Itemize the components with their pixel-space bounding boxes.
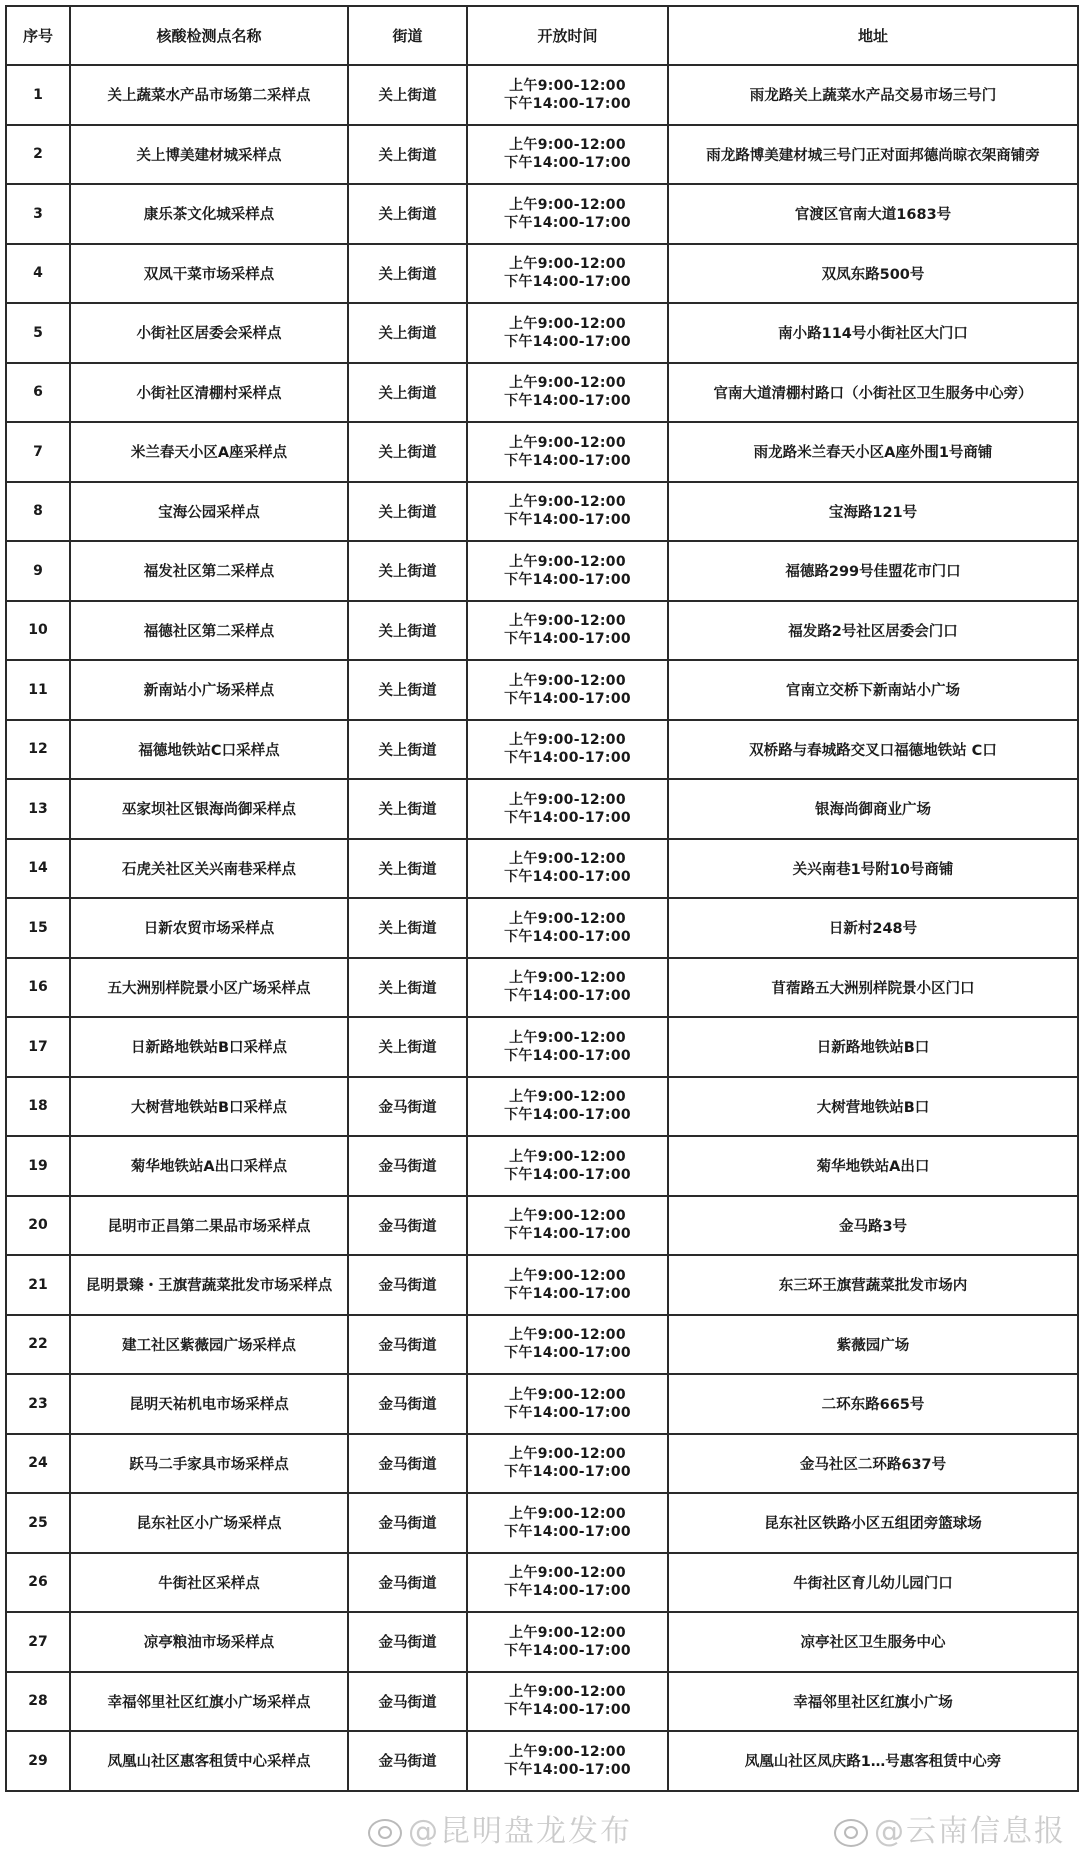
testing-sites-table [5,5,1079,1792]
open-hours [467,65,668,125]
site-name: 宝海公园采样点 [70,482,348,542]
open-hours [467,1315,668,1375]
hours-morning: 上午9:00-12:00 [509,1743,626,1760]
hours-morning: 上午9:00-12:00 [509,1505,626,1522]
site-name: 昆明市正昌第二果品市场采样点 [70,1196,348,1256]
site-address: 双凤东路500号 [668,244,1078,304]
site-name: 新南站小广场采样点 [70,660,348,720]
hours-afternoon: 下午14:00-17:00 [504,809,631,826]
watermark-yunnan-info: @云南信息报 [834,1806,1066,1850]
open-hours [467,363,668,423]
site-name: 菊华地铁站A出口采样点 [70,1136,348,1196]
row-index: 10 [6,601,70,661]
hours-morning: 上午9:00-12:00 [509,1148,626,1165]
open-hours [467,1612,668,1672]
site-name: 日新农贸市场采样点 [70,898,348,958]
table-row [6,1672,1078,1732]
hours-afternoon: 下午14:00-17:00 [504,988,631,1005]
site-address: 凉亭社区卫生服务中心 [668,1612,1078,1672]
table-row [6,1493,1078,1553]
table-row [6,1255,1078,1315]
row-index: 3 [6,184,70,244]
hours-afternoon: 下午14:00-17:00 [504,571,631,588]
street-name: 关上街道 [348,482,467,542]
table-row [6,660,1078,720]
street-name: 关上街道 [348,363,467,423]
site-address: 银海尚御商业广场 [668,779,1078,839]
hours-afternoon: 下午14:00-17:00 [504,690,631,707]
hours-morning: 上午9:00-12:00 [509,791,626,808]
street-name: 关上街道 [348,65,467,125]
row-index: 13 [6,779,70,839]
header-street: 街道 [348,6,467,65]
row-index: 27 [6,1612,70,1672]
street-name: 关上街道 [348,1017,467,1077]
table-row [6,184,1078,244]
street-name: 金马街道 [348,1553,467,1613]
hours-morning: 上午9:00-12:00 [509,434,626,451]
site-address: 雨龙路博美建材城三号门正对面邦德尚晾衣架商铺旁 [668,125,1078,185]
header-site-name: 核酸检测点名称 [70,6,348,65]
header-address: 地址 [668,6,1078,65]
table-row [6,720,1078,780]
hours-afternoon: 下午14:00-17:00 [504,1226,631,1243]
site-address: 官南立交桥下新南站小广场 [668,660,1078,720]
open-hours [467,184,668,244]
hours-morning: 上午9:00-12:00 [509,553,626,570]
hours-morning: 上午9:00-12:00 [509,1089,626,1106]
site-name: 小街社区清棚村采样点 [70,363,348,423]
street-name: 关上街道 [348,541,467,601]
hours-afternoon: 下午14:00-17:00 [504,869,631,886]
table-row [6,958,1078,1018]
open-hours [467,1255,668,1315]
street-name: 关上街道 [348,422,467,482]
hours-morning: 上午9:00-12:00 [509,1327,626,1344]
site-name: 幸福邻里社区红旗小广场采样点 [70,1672,348,1732]
hours-afternoon: 下午14:00-17:00 [504,1464,631,1481]
hours-afternoon: 下午14:00-17:00 [504,928,631,945]
hours-afternoon: 下午14:00-17:00 [504,631,631,648]
hours-afternoon: 下午14:00-17:00 [504,1523,631,1540]
site-address: 幸福邻里社区红旗小广场 [668,1672,1078,1732]
table-row [6,1374,1078,1434]
site-address: 雨龙路关上蔬菜水产品交易市场三号门 [668,65,1078,125]
site-name: 凤凰山社区惠客租赁中心采样点 [70,1731,348,1791]
street-name: 关上街道 [348,720,467,780]
row-index: 28 [6,1672,70,1732]
hours-afternoon: 下午14:00-17:00 [504,1404,631,1421]
site-name: 凉亭粮油市场采样点 [70,1612,348,1672]
site-address: 关兴南巷1号附10号商铺 [668,839,1078,899]
site-name: 米兰春天小区A座采样点 [70,422,348,482]
hours-afternoon: 下午14:00-17:00 [504,1345,631,1362]
site-address: 菊华地铁站A出口 [668,1136,1078,1196]
open-hours [467,1672,668,1732]
hours-afternoon: 下午14:00-17:00 [504,512,631,529]
row-index: 9 [6,541,70,601]
hours-morning: 上午9:00-12:00 [509,672,626,689]
row-index: 14 [6,839,70,899]
table-row [6,839,1078,899]
street-name: 关上街道 [348,660,467,720]
open-hours [467,244,668,304]
hours-afternoon: 下午14:00-17:00 [504,1642,631,1659]
hours-morning: 上午9:00-12:00 [509,732,626,749]
street-name: 金马街道 [348,1612,467,1672]
street-name: 金马街道 [348,1255,467,1315]
open-hours [467,898,668,958]
watermark-panlong: @昆明盘龙发布 [368,1806,632,1850]
site-name: 大树营地铁站B口采样点 [70,1077,348,1137]
table-row [6,125,1078,185]
table-row [6,1136,1078,1196]
hours-morning: 上午9:00-12:00 [509,256,626,273]
row-index: 8 [6,482,70,542]
hours-morning: 上午9:00-12:00 [509,494,626,511]
hours-morning: 上午9:00-12:00 [509,137,626,154]
site-name: 福德社区第二采样点 [70,601,348,661]
street-name: 金马街道 [348,1434,467,1494]
site-name: 关上蔬菜水产品市场第二采样点 [70,65,348,125]
open-hours [467,303,668,363]
site-address: 东三环王旗营蔬菜批发市场内 [668,1255,1078,1315]
site-name: 福发社区第二采样点 [70,541,348,601]
site-address: 宝海路121号 [668,482,1078,542]
hours-morning: 上午9:00-12:00 [509,77,626,94]
site-name: 小街社区居委会采样点 [70,303,348,363]
weibo-icon [834,1819,868,1847]
row-index: 2 [6,125,70,185]
row-index: 25 [6,1493,70,1553]
row-index: 4 [6,244,70,304]
hours-afternoon: 下午14:00-17:00 [504,214,631,231]
hours-morning: 上午9:00-12:00 [509,613,626,630]
table-row [6,482,1078,542]
site-name: 日新路地铁站B口采样点 [70,1017,348,1077]
hours-afternoon: 下午14:00-17:00 [504,1583,631,1600]
hours-afternoon: 下午14:00-17:00 [504,393,631,410]
street-name: 关上街道 [348,958,467,1018]
hours-morning: 上午9:00-12:00 [509,1624,626,1641]
hours-afternoon: 下午14:00-17:00 [504,95,631,112]
street-name: 关上街道 [348,184,467,244]
hours-morning: 上午9:00-12:00 [509,1684,626,1701]
site-address: 二环东路665号 [668,1374,1078,1434]
row-index: 23 [6,1374,70,1434]
table-row [6,1017,1078,1077]
hours-afternoon: 下午14:00-17:00 [504,1702,631,1719]
site-name: 昆东社区小广场采样点 [70,1493,348,1553]
table-row [6,601,1078,661]
site-address: 日新路地铁站B口 [668,1017,1078,1077]
open-hours [467,1017,668,1077]
header-index: 序号 [6,6,70,65]
row-index: 5 [6,303,70,363]
open-hours [467,125,668,185]
site-address: 双桥路与春城路交叉口福德地铁站 C口 [668,720,1078,780]
table-row [6,898,1078,958]
table-row [6,779,1078,839]
table-row [6,1553,1078,1613]
hours-morning: 上午9:00-12:00 [509,970,626,987]
hours-morning: 上午9:00-12:00 [509,196,626,213]
row-index: 7 [6,422,70,482]
hours-afternoon: 下午14:00-17:00 [504,333,631,350]
street-name: 关上街道 [348,601,467,661]
site-address: 大树营地铁站B口 [668,1077,1078,1137]
row-index: 26 [6,1553,70,1613]
site-address: 苜蓿路五大洲别样院景小区门口 [668,958,1078,1018]
open-hours [467,1136,668,1196]
open-hours [467,1196,668,1256]
row-index: 1 [6,65,70,125]
site-address: 福德路299号佳盟花市门口 [668,541,1078,601]
site-name: 牛街社区采样点 [70,1553,348,1613]
open-hours [467,1493,668,1553]
table-body [6,65,1078,1791]
table-row [6,1731,1078,1791]
site-address: 牛街社区育儿幼儿园门口 [668,1553,1078,1613]
site-address: 金马社区二环路637号 [668,1434,1078,1494]
street-name: 关上街道 [348,839,467,899]
street-name: 关上街道 [348,779,467,839]
table-row [6,1196,1078,1256]
hours-afternoon: 下午14:00-17:00 [504,452,631,469]
hours-afternoon: 下午14:00-17:00 [504,1761,631,1778]
site-name: 石虎关社区关兴南巷采样点 [70,839,348,899]
open-hours [467,1077,668,1137]
hours-morning: 上午9:00-12:00 [509,910,626,927]
hours-afternoon: 下午14:00-17:00 [504,1047,631,1064]
hours-afternoon: 下午14:00-17:00 [504,1285,631,1302]
site-name: 巫家坝社区银海尚御采样点 [70,779,348,839]
hours-morning: 上午9:00-12:00 [509,1565,626,1582]
row-index: 29 [6,1731,70,1791]
open-hours [467,482,668,542]
street-name: 金马街道 [348,1731,467,1791]
open-hours [467,1434,668,1494]
row-index: 16 [6,958,70,1018]
row-index: 12 [6,720,70,780]
hours-afternoon: 下午14:00-17:00 [504,750,631,767]
row-index: 21 [6,1255,70,1315]
row-index: 19 [6,1136,70,1196]
testing-sites-sheet [5,5,1077,1792]
street-name: 关上街道 [348,303,467,363]
site-name: 昆明景臻・王旗营蔬菜批发市场采样点 [70,1255,348,1315]
hours-afternoon: 下午14:00-17:00 [504,1166,631,1183]
site-address: 官南大道清棚村路口（小街社区卫生服务中心旁） [668,363,1078,423]
row-index: 17 [6,1017,70,1077]
site-name: 福德地铁站C口采样点 [70,720,348,780]
hours-morning: 上午9:00-12:00 [509,1267,626,1284]
site-address: 福发路2号社区居委会门口 [668,601,1078,661]
table-row [6,303,1078,363]
street-name: 金马街道 [348,1374,467,1434]
site-address: 雨龙路米兰春天小区A座外围1号商铺 [668,422,1078,482]
open-hours [467,839,668,899]
row-index: 20 [6,1196,70,1256]
site-name: 康乐茶文化城采样点 [70,184,348,244]
open-hours [467,720,668,780]
table-row [6,1612,1078,1672]
street-name: 关上街道 [348,125,467,185]
table-row [6,422,1078,482]
row-index: 11 [6,660,70,720]
site-address: 金马路3号 [668,1196,1078,1256]
site-name: 建工社区紫薇园广场采样点 [70,1315,348,1375]
open-hours [467,1553,668,1613]
open-hours [467,1731,668,1791]
street-name: 金马街道 [348,1136,467,1196]
open-hours [467,1374,668,1434]
row-index: 6 [6,363,70,423]
open-hours [467,660,668,720]
open-hours [467,541,668,601]
street-name: 关上街道 [348,244,467,304]
row-index: 22 [6,1315,70,1375]
hours-morning: 上午9:00-12:00 [509,375,626,392]
street-name: 金马街道 [348,1077,467,1137]
site-address: 官渡区官南大道1683号 [668,184,1078,244]
street-name: 金马街道 [348,1315,467,1375]
open-hours [467,422,668,482]
site-address: 昆东社区铁路小区五组团旁篮球场 [668,1493,1078,1553]
open-hours [467,958,668,1018]
site-name: 关上博美建材城采样点 [70,125,348,185]
hours-morning: 上午9:00-12:00 [509,315,626,332]
row-index: 18 [6,1077,70,1137]
street-name: 关上街道 [348,898,467,958]
street-name: 金马街道 [348,1196,467,1256]
site-address: 日新村248号 [668,898,1078,958]
table-row [6,1077,1078,1137]
table-row [6,363,1078,423]
table-row [6,1315,1078,1375]
table-row [6,1434,1078,1494]
weibo-icon [368,1819,402,1847]
hours-afternoon: 下午14:00-17:00 [504,155,631,172]
site-name: 双凤干菜市场采样点 [70,244,348,304]
hours-afternoon: 下午14:00-17:00 [504,274,631,291]
site-address: 凤凰山社区凤庆路1…号惠客租赁中心旁 [668,1731,1078,1791]
site-name: 跃马二手家具市场采样点 [70,1434,348,1494]
row-index: 15 [6,898,70,958]
table-header-row [6,6,1078,65]
site-name: 五大洲别样院景小区广场采样点 [70,958,348,1018]
table-row [6,244,1078,304]
street-name: 金马街道 [348,1493,467,1553]
hours-afternoon: 下午14:00-17:00 [504,1107,631,1124]
open-hours [467,779,668,839]
site-name: 昆明天祐机电市场采样点 [70,1374,348,1434]
open-hours [467,601,668,661]
hours-morning: 上午9:00-12:00 [509,851,626,868]
site-address: 南小路114号小街社区大门口 [668,303,1078,363]
hours-morning: 上午9:00-12:00 [509,1029,626,1046]
site-address: 紫薇园广场 [668,1315,1078,1375]
table-row [6,65,1078,125]
row-index: 24 [6,1434,70,1494]
header-hours: 开放时间 [467,6,668,65]
hours-morning: 上午9:00-12:00 [509,1386,626,1403]
hours-morning: 上午9:00-12:00 [509,1446,626,1463]
hours-morning: 上午9:00-12:00 [509,1208,626,1225]
street-name: 金马街道 [348,1672,467,1732]
table-row [6,541,1078,601]
